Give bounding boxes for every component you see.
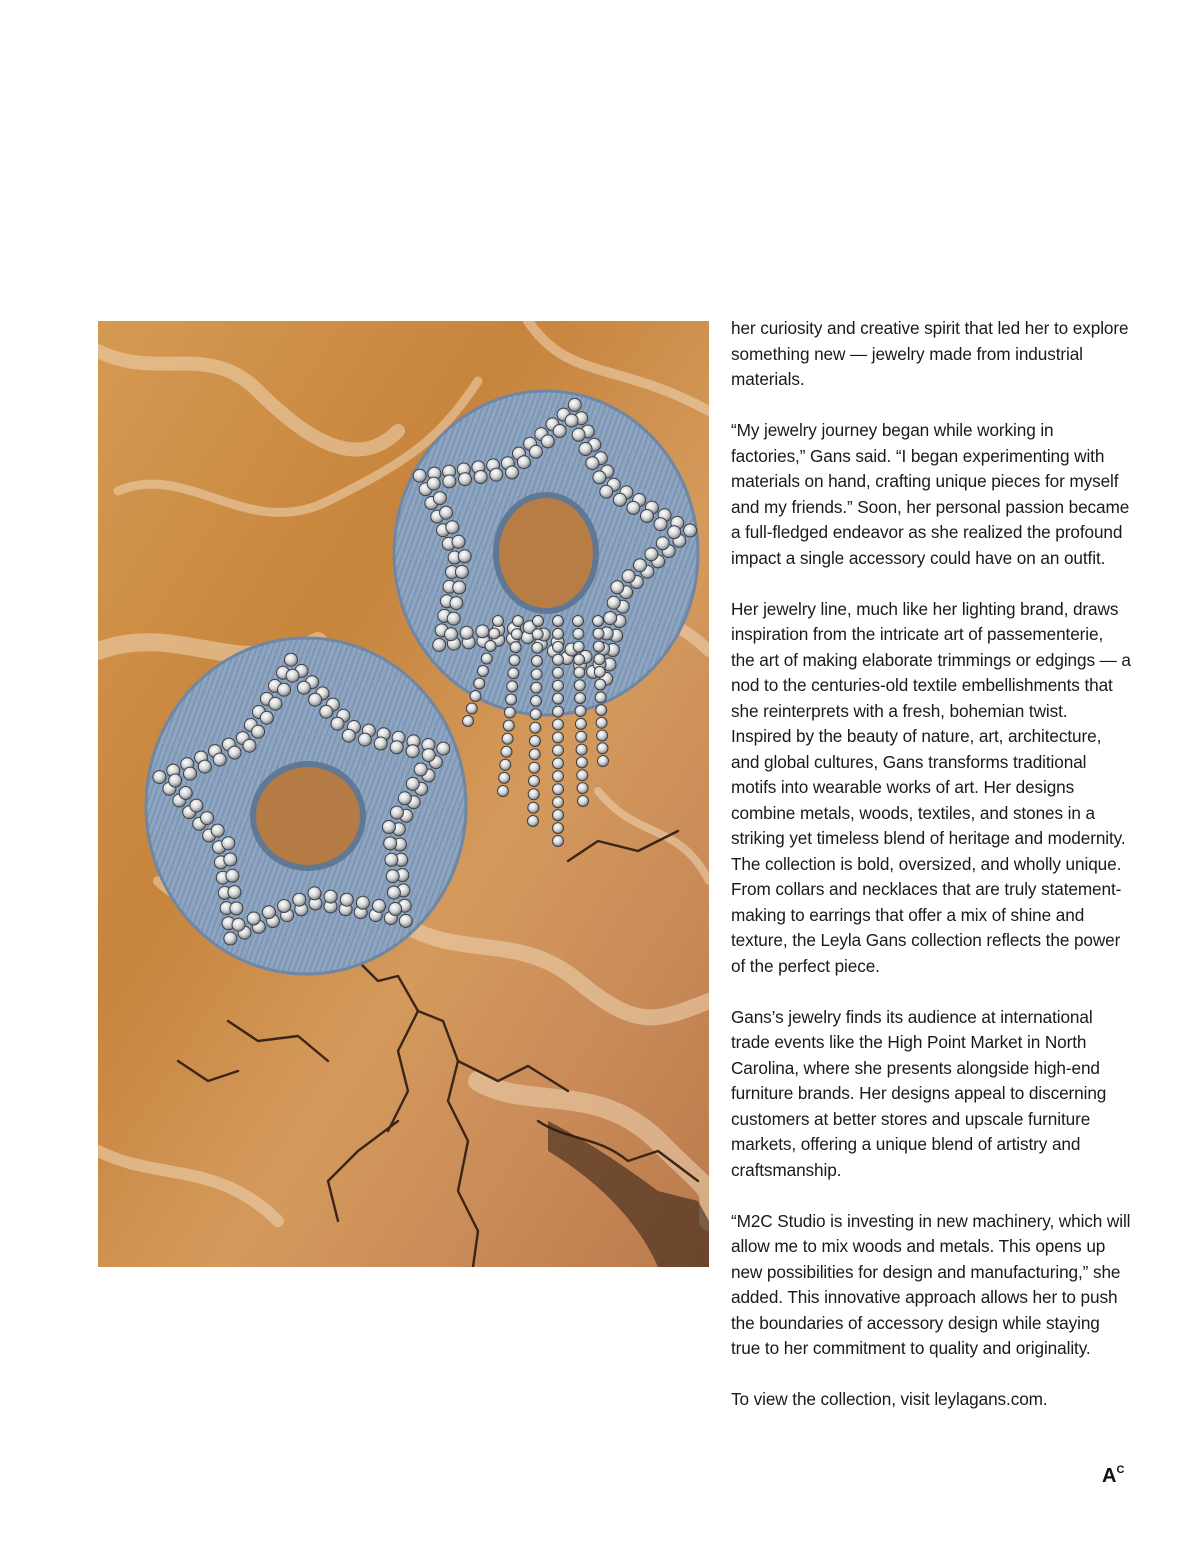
rhinestone bbox=[309, 693, 322, 706]
rhinestone bbox=[503, 720, 514, 731]
rhinestone bbox=[577, 783, 588, 794]
rhinestone bbox=[553, 810, 564, 821]
logo-superscript: C bbox=[1116, 1464, 1124, 1476]
rhinestone bbox=[529, 776, 540, 787]
rhinestone bbox=[553, 693, 564, 704]
rhinestone bbox=[553, 771, 564, 782]
rhinestone bbox=[224, 853, 237, 866]
rhinestone bbox=[447, 612, 460, 625]
rhinestone bbox=[485, 641, 496, 652]
rhinestone bbox=[297, 681, 310, 694]
rhinestone bbox=[517, 456, 530, 469]
rhinestone bbox=[627, 501, 640, 514]
rhinestone bbox=[230, 902, 243, 915]
rhinestone bbox=[474, 471, 487, 484]
paragraph-m2c-studio: “M2C Studio is investing in new machinery, which will allow me to mix woods and metals. This opens up new possibilities for design and manufacturing,” she added. This innovative approach allows her to push the boundaries of accessory design while staying true to her commitment to quality and originality. bbox=[731, 1210, 1131, 1358]
rhinestone bbox=[269, 697, 282, 710]
rhinestone bbox=[460, 626, 473, 639]
rhinestone bbox=[399, 914, 412, 927]
rhinestone bbox=[331, 717, 344, 730]
rhinestone bbox=[568, 398, 581, 411]
rhinestone bbox=[641, 510, 654, 523]
rhinestone bbox=[598, 756, 609, 767]
rhinestone bbox=[474, 678, 485, 689]
rhinestone bbox=[390, 741, 403, 754]
rhinestone bbox=[437, 742, 450, 755]
rhinestone bbox=[573, 628, 584, 639]
rhinestone bbox=[247, 912, 260, 925]
rhinestone bbox=[222, 837, 235, 850]
rhinestone bbox=[356, 896, 369, 909]
rhinestone bbox=[384, 837, 397, 850]
rhinestone bbox=[577, 770, 588, 781]
rhinestone bbox=[574, 654, 585, 665]
rhinestone bbox=[668, 526, 681, 539]
rhinestone bbox=[576, 757, 587, 768]
rhinestone bbox=[490, 468, 503, 481]
rhinestone bbox=[593, 641, 604, 652]
rhinestone bbox=[422, 749, 435, 762]
rhinestone bbox=[604, 612, 617, 625]
rhinestone bbox=[373, 899, 386, 912]
rhinestone bbox=[169, 774, 182, 787]
rhinestone bbox=[252, 725, 265, 738]
rhinestone bbox=[427, 477, 440, 490]
rhinestone bbox=[553, 654, 564, 665]
rhinestone bbox=[476, 625, 489, 638]
rhinestone bbox=[597, 730, 608, 741]
rhinestone bbox=[575, 693, 586, 704]
rhinestone bbox=[228, 886, 241, 899]
rhinestone bbox=[553, 797, 564, 808]
rhinestone bbox=[340, 893, 353, 906]
rhinestone bbox=[593, 616, 604, 627]
rhinestone bbox=[470, 691, 481, 702]
rhinestone bbox=[586, 457, 599, 470]
rhinestone bbox=[531, 669, 542, 680]
rhinestone bbox=[213, 753, 226, 766]
rhinestone bbox=[506, 694, 517, 705]
rhinestone bbox=[530, 722, 541, 733]
rhinestone bbox=[529, 762, 540, 773]
rhinestone bbox=[459, 473, 472, 486]
rhinestone bbox=[232, 918, 245, 931]
rhinestone bbox=[446, 521, 459, 534]
rhinestone bbox=[498, 786, 509, 797]
rhinestone bbox=[406, 745, 419, 758]
paragraph-journey: “My jewelry journey began while working in factories,” Gans said. “I began experimenting with materials on hand, crafting unique pieces for myself and my friends.” Soon, her personal passion became a full-fledged endeavor as she realized the profound impact a single accessory could have on an outfit. bbox=[731, 420, 1130, 568]
rhinestone bbox=[553, 745, 564, 756]
rhinestone bbox=[478, 666, 489, 677]
rhinestone bbox=[390, 806, 403, 819]
rhinestone bbox=[510, 642, 521, 653]
rhinestone bbox=[198, 760, 211, 773]
rhinestone bbox=[656, 537, 669, 550]
rhinestone bbox=[443, 475, 456, 488]
rhinestone bbox=[528, 816, 539, 827]
rhinestone bbox=[433, 492, 446, 505]
rhinestone bbox=[414, 763, 427, 776]
rhinestone bbox=[453, 581, 466, 594]
rhinestone bbox=[226, 869, 239, 882]
rhinestone bbox=[285, 653, 298, 666]
rhinestone bbox=[532, 642, 543, 653]
rhinestone bbox=[596, 705, 607, 716]
earrings-illustration bbox=[98, 321, 709, 1267]
rhinestone bbox=[553, 719, 564, 730]
rhinestone bbox=[211, 824, 224, 837]
rhinestone bbox=[502, 733, 513, 744]
rhinestone bbox=[286, 669, 299, 682]
rhinestone bbox=[553, 732, 564, 743]
rhinestone bbox=[579, 443, 592, 456]
rhinestone bbox=[509, 655, 520, 666]
rhinestone bbox=[531, 696, 542, 707]
rhinestone bbox=[553, 823, 564, 834]
publication-logo bbox=[1102, 1464, 1123, 1488]
paragraph-visit-website: To view the collection, visit leylagans.com. bbox=[731, 1389, 1048, 1409]
rhinestone bbox=[243, 739, 256, 752]
rhinestone bbox=[406, 777, 419, 790]
rhinestone bbox=[445, 628, 458, 641]
rhinestone bbox=[530, 709, 541, 720]
paragraph-inspiration: Her jewelry line, much like her lighting brand, draws inspiration from the intricate art of passementerie, the art of making elaborate trimmings or edgings — a nod to the centuries-old textile embellishments that she reinterprets with a fresh, bohemian twist. Inspired by the beauty of nature, art, architecture, and global cultures, Gans transforms traditional motifs into wearable works of art. Her designs combine metals, woods, textiles, and stones in a striking yet timeless blend of heritage and modernity. The collection is bold, oversized, and wholly unique. From collars and necklaces that are truly statement-making to earrings that offer a mix of shine and texture, the Leyla Gans collection reflects the power of the perfect piece. bbox=[731, 598, 1131, 976]
rhinestone bbox=[507, 681, 518, 692]
rhinestone bbox=[553, 628, 564, 639]
rhinestone bbox=[654, 518, 667, 531]
rhinestone bbox=[541, 435, 554, 448]
rhinestone bbox=[458, 550, 471, 563]
rhinestone bbox=[463, 716, 474, 727]
rhinestone bbox=[528, 789, 539, 800]
rhinestone bbox=[224, 932, 237, 945]
rhinestone bbox=[593, 471, 606, 484]
rhinestone bbox=[645, 548, 658, 561]
rhinestone bbox=[387, 886, 400, 899]
rhinestone bbox=[553, 667, 564, 678]
rhinestone bbox=[533, 616, 544, 627]
rhinestone bbox=[153, 771, 166, 784]
rhinestone bbox=[511, 629, 522, 640]
rhinestone bbox=[613, 493, 626, 506]
rhinestone bbox=[481, 653, 492, 664]
rhinestone bbox=[450, 597, 463, 610]
rhinestone bbox=[413, 469, 426, 482]
rhinestone bbox=[578, 796, 589, 807]
rhinestone bbox=[278, 683, 291, 696]
rhinestone bbox=[262, 906, 275, 919]
rhinestone bbox=[358, 733, 371, 746]
rhinestone bbox=[600, 485, 613, 498]
rhinestone bbox=[532, 656, 543, 667]
rhinestone bbox=[324, 890, 337, 903]
rhinestone bbox=[576, 731, 587, 742]
rhinestone bbox=[528, 802, 539, 813]
rhinestone bbox=[553, 680, 564, 691]
rhinestone bbox=[611, 581, 624, 594]
rhinestone bbox=[455, 565, 468, 578]
rhinestone bbox=[607, 596, 620, 609]
rhinestone bbox=[320, 705, 333, 718]
rhinestone bbox=[684, 524, 697, 537]
rhinestone bbox=[553, 641, 564, 652]
rhinestone bbox=[574, 667, 585, 678]
rhinestone bbox=[575, 706, 586, 717]
rhinestone bbox=[622, 570, 635, 583]
rhinestone bbox=[386, 870, 399, 883]
rhinestone bbox=[595, 679, 606, 690]
rhinestone bbox=[385, 853, 398, 866]
rhinestone bbox=[553, 758, 564, 769]
rhinestone bbox=[184, 767, 197, 780]
paragraph-intro: her curiosity and creative spirit that led her to explore something new — jewelry made from industrial materials. bbox=[731, 318, 1129, 389]
rhinestone bbox=[228, 746, 241, 759]
earring-lower bbox=[146, 638, 466, 974]
rhinestone bbox=[433, 639, 446, 652]
rhinestone bbox=[308, 887, 321, 900]
paragraph-audience: Gans’s jewelry finds its audience at international trade events like the High Point Market in North Carolina, where she presents alongside high-end furniture brands. Her designs appeal to discerning customers at better stores and upscale furniture markets, offering a unique blend of artistry and craftsmanship. bbox=[731, 1006, 1107, 1180]
rhinestone bbox=[575, 718, 586, 729]
rhinestone bbox=[452, 535, 465, 548]
rhinestone bbox=[593, 628, 604, 639]
rhinestone bbox=[440, 506, 453, 519]
rhinestone bbox=[530, 736, 541, 747]
rhinestone bbox=[595, 692, 606, 703]
rhinestone bbox=[594, 654, 605, 665]
rhinestone bbox=[597, 743, 608, 754]
rhinestone bbox=[529, 749, 540, 760]
rhinestone bbox=[594, 666, 605, 677]
rhinestone bbox=[573, 641, 584, 652]
rhinestone bbox=[634, 559, 647, 572]
rhinestone bbox=[389, 903, 402, 916]
article-body bbox=[731, 316, 1131, 1413]
rhinestone bbox=[532, 629, 543, 640]
rhinestone bbox=[553, 616, 564, 627]
rhinestone bbox=[398, 792, 411, 805]
earrings-photo bbox=[98, 321, 709, 1267]
rhinestone bbox=[576, 744, 587, 755]
rhinestone bbox=[572, 428, 585, 441]
rhinestone bbox=[565, 414, 578, 427]
rhinestone bbox=[278, 900, 291, 913]
rhinestone bbox=[553, 836, 564, 847]
rhinestone bbox=[260, 711, 273, 724]
rhinestone bbox=[573, 616, 584, 627]
rhinestone bbox=[531, 682, 542, 693]
rhinestone bbox=[553, 706, 564, 717]
rhinestone bbox=[574, 680, 585, 691]
rhinestone bbox=[179, 787, 192, 800]
rhinestone bbox=[382, 821, 395, 834]
rhinestone bbox=[506, 466, 519, 479]
rhinestone bbox=[374, 737, 387, 750]
rhinestone bbox=[190, 799, 203, 812]
rhinestone bbox=[466, 703, 477, 714]
rhinestone bbox=[529, 445, 542, 458]
rhinestone bbox=[500, 759, 511, 770]
rhinestone bbox=[508, 668, 519, 679]
rhinestone bbox=[501, 746, 512, 757]
rhinestone bbox=[499, 772, 510, 783]
rhinestone bbox=[553, 425, 566, 438]
rhinestone bbox=[293, 893, 306, 906]
rhinestone bbox=[596, 717, 607, 728]
rhinestone bbox=[553, 784, 564, 795]
rhinestone bbox=[504, 707, 515, 718]
rhinestone bbox=[513, 616, 524, 627]
rhinestone bbox=[493, 616, 504, 627]
logo-letter: A bbox=[1102, 1465, 1116, 1487]
rhinestone bbox=[489, 628, 500, 639]
rhinestone bbox=[201, 812, 214, 825]
rhinestone bbox=[342, 729, 355, 742]
